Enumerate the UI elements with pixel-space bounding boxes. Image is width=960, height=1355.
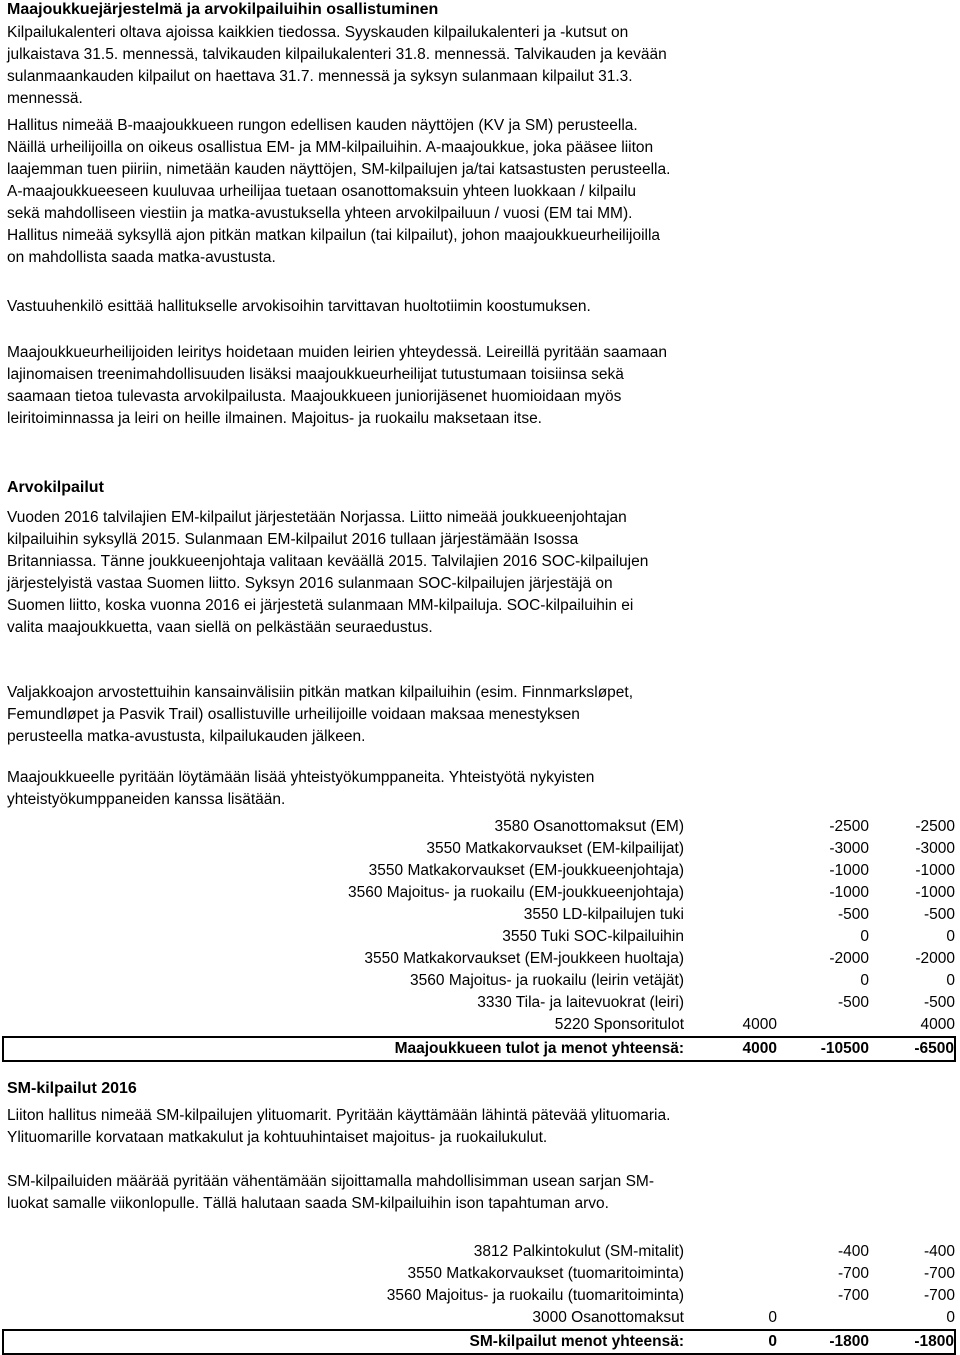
budget-cell-total: -500: [923, 994, 955, 1011]
budget-total-row: [3, 1330, 955, 1354]
budget-cell-expense: -2000: [829, 950, 869, 967]
budget-row: [3, 1241, 955, 1263]
budget-row: [3, 860, 955, 882]
budget-cell-income: [684, 1241, 777, 1263]
budget-table-maajoukkue: [2, 816, 956, 1062]
budget-cell-label: 3550 Matkakorvaukset (EM-joukkueenjohtaja): [368, 862, 684, 879]
paragraph-leiritys: Maajoukkueurheilijoiden leiritys hoidetaan muiden leirien yhteydessä. Leireillä pyritään saamaan lajinomaisen treenimahdollisuuden lisäksi maajoukkueurheilijat tutustumaan toisiinsa sekä saamaan tietoa tulevasta arvokilpailusta. Maajoukkueen juniorijäsenet huomioidaan myös leiritoiminnassa ja leiri on heille ilmainen. Majoitus- ja ruokailu maksetaan itse.: [7, 344, 667, 427]
budget-cell-income: [684, 904, 777, 926]
budget-total-label: SM-kilpailut menot yhteensä:: [3, 1330, 684, 1354]
budget-cell-total: -2500: [915, 818, 955, 835]
budget-cell-label: 5220 Sponsoritulot: [554, 1016, 684, 1033]
budget-cell-income: [684, 882, 777, 904]
budget-cell-income: 4000: [742, 1016, 777, 1033]
section-title-arvokilpailut: Arvokilpailut: [7, 479, 104, 496]
budget-cell-income: [684, 860, 777, 882]
budget-cell-income: [684, 1285, 777, 1307]
budget-cell-expense: -700: [837, 1265, 869, 1282]
budget-cell-expense: -1000: [829, 884, 869, 901]
paragraph-ylituomarit: Liiton hallitus nimeää SM-kilpailujen ylituomarit. Pyritään käyttämään lähintä pätevää ylituomaria. Ylituomarille korvataan matkakulut ja kohtuuhintaiset majoitus- ja ruokailukulut.: [7, 1107, 671, 1146]
budget-total-income: 4000: [684, 1037, 777, 1061]
budget-cell-total: -400: [923, 1243, 955, 1260]
budget-cell-total: -700: [923, 1265, 955, 1282]
budget-cell-income: [684, 970, 777, 992]
budget-total-total: -6500: [869, 1037, 955, 1061]
budget-row: [3, 882, 955, 904]
budget-row: [3, 838, 955, 860]
budget-cell-total: -1000: [915, 884, 955, 901]
budget-cell-income: [684, 816, 777, 838]
budget-cell-label: 3550 Matkakorvaukset (EM-kilpailijat): [426, 840, 684, 857]
budget-cell-expense: 0: [860, 928, 869, 945]
budget-total-row: [3, 1037, 955, 1061]
budget-cell-expense: -3000: [829, 840, 869, 857]
budget-cell-label: 3560 Majoitus- ja ruokailu (leirin vetäjät): [410, 972, 684, 989]
budget-cell-label: 3000 Osanottomaksut: [532, 1309, 684, 1326]
budget-cell-expense: 0: [860, 972, 869, 989]
budget-cell-label: 3812 Palkintokulut (SM-mitalit): [473, 1243, 684, 1260]
budget-cell-income: [684, 838, 777, 860]
budget-row: [3, 970, 955, 992]
budget-total-income: 0: [684, 1330, 777, 1354]
budget-row: [3, 1307, 955, 1330]
budget-cell-total: -1000: [915, 862, 955, 879]
budget-cell-label: 3550 Tuki SOC-kilpailuihin: [502, 928, 684, 945]
paragraph-huoltotiimi: Vastuuhenkilö esittää hallitukselle arvokisoihin tarvittavan huoltotiimin koostumuksen.: [7, 298, 591, 315]
budget-cell-label: 3550 LD-kilpailujen tuki: [523, 906, 684, 923]
budget-cell-total: 0: [946, 1309, 955, 1326]
budget-cell-expense: -500: [837, 994, 869, 1011]
budget-total-expense: -10500: [777, 1037, 869, 1061]
budget-cell-expense: -400: [837, 1243, 869, 1260]
budget-row: [3, 926, 955, 948]
section-title-maajoukkue: Maajoukkuejärjestelmä ja arvokilpailuihin osallistuminen: [7, 1, 439, 18]
budget-row: [3, 816, 955, 838]
paragraph-kilpailukalenteri: Kilpailukalenteri oltava ajoissa kaikkien tiedossa. Syyskauden kilpailukalenteri ja -kutsut on julkaistava 31.5. mennessä, talvikauden kilpailukalenteri 31.8. mennessä. Talvikauden ja kevään sulanmaankauden kilpailut on haettava 31.7. mennessä ja syksyn sulanmaan kilpailut 31.3. mennessä.: [7, 24, 667, 107]
budget-cell-expense: -1000: [829, 862, 869, 879]
budget-cell-expense: -2500: [829, 818, 869, 835]
budget-cell-total: -2000: [915, 950, 955, 967]
budget-cell-expense: -500: [837, 906, 869, 923]
budget-cell-income: 0: [768, 1309, 777, 1326]
budget-cell-label: 3550 Matkakorvaukset (tuomaritoiminta): [407, 1265, 684, 1282]
budget-row: [3, 1263, 955, 1285]
budget-row: [3, 992, 955, 1014]
budget-cell-total: 4000: [920, 1016, 955, 1033]
budget-cell-total: -700: [923, 1287, 955, 1304]
budget-cell-total: -3000: [915, 840, 955, 857]
budget-cell-label: 3560 Majoitus- ja ruokailu (tuomaritoiminta): [386, 1287, 684, 1304]
budget-cell-label: 3330 Tila- ja laitevuokrat (leiri): [477, 994, 684, 1011]
budget-row: [3, 1014, 955, 1037]
paragraph-sm-luokat: SM-kilpailuiden määrää pyritään vähentämään sijoittamalla mahdollisimman usean sarjan SM-luokat samalle viikonlopulle. Tällä halutaan saada SM-kilpailuihin ison tapahtuman arvo.: [7, 1173, 654, 1212]
budget-total-total: -1800: [869, 1330, 955, 1354]
budget-table-sm-kilpailut: [2, 1241, 956, 1355]
budget-cell-income: [684, 1263, 777, 1285]
paragraph-yhteistyokumppanit: Maajoukkueelle pyritään löytämään lisää yhteistyökumppaneita. Yhteistyötä nykyisten yhteistyökumppaneiden kanssa lisätään.: [7, 769, 595, 808]
budget-cell-income: [684, 926, 777, 948]
budget-cell-expense: -700: [837, 1287, 869, 1304]
budget-row: [3, 904, 955, 926]
budget-row: [3, 948, 955, 970]
budget-row: [3, 1285, 955, 1307]
budget-cell-total: -500: [923, 906, 955, 923]
budget-total-expense: -1800: [777, 1330, 869, 1354]
budget-cell-total: 0: [946, 972, 955, 989]
budget-cell-label: 3550 Matkakorvaukset (EM-joukkeen huoltaja): [364, 950, 684, 967]
budget-cell-label: 3580 Osanottomaksut (EM): [494, 818, 684, 835]
budget-cell-income: [684, 992, 777, 1014]
budget-cell-label: 3560 Majoitus- ja ruokailu (EM-joukkueenjohtaja): [347, 884, 684, 901]
paragraph-em-kilpailut: Vuoden 2016 talvilajien EM-kilpailut järjestetään Norjassa. Liitto nimeää joukkueenjohtajan kilpailuihin syksyllä 2015. Sulanmaan EM-kilpailut 2016 tullaan järjestämään Isossa Britanniassa. Tänne joukkueenjohtaja valitaan keväällä 2015. Talvilajien 2016 SOC-kilpailujen järjestelyistä vastaa Suomen liitto. Syksyn 2016 sulanmaan SOC-kilpailujen järjestäjä on Suomen liitto, koska vuonna 2016 ei järjestetä sulanmaan MM-kilpailuja. SOC-kilpailuihin ei valita maajoukkuetta, vaan siellä on pelkästään seuraedustus.: [7, 509, 649, 636]
section-title-sm-kilpailut: SM-kilpailut 2016: [7, 1080, 137, 1097]
budget-total-label: Maajoukkueen tulot ja menot yhteensä:: [3, 1037, 684, 1061]
budget-cell-expense: [777, 1014, 869, 1037]
budget-cell-income: [684, 948, 777, 970]
budget-cell-total: 0: [946, 928, 955, 945]
paragraph-maajoukkue-nimeaminen: Hallitus nimeää B-maajoukkueen rungon edellisen kauden näyttöjen (KV ja SM) perusteella. Näillä urheilijoilla on oikeus osallistua EM- ja MM-kilpailuihin. A-maajoukkue, joka pääsee liiton laajemman tuen piiriin, nimetään kauden näyttöjen, SM-kilpailujen ja/tai katsastusten perusteella. A-maajoukkueeseen kuuluvaa urheilijaa tuetaan osanottomaksuin yhteen luokkaan / kilpailu sekä mahdolliseen viestiin ja matka-avustuksella yhteen arvokilpailuun / vuosi (EM tai MM). Hallitus nimeää syksyllä ajon pitkän matkan kilpailun (tai kilpailut), johon maajoukkueurheilijoilla on mahdollista saada matka-avustusta.: [7, 117, 671, 266]
paragraph-valjakkoajo: Valjakkoajon arvostettuihin kansainvälisiin pitkän matkan kilpailuihin (esim. Finnmarksløpet, Femundløpet ja Pasvik Trail) osallistuville urheilijoille voidaan maksaa menestyksen perusteella matka-avustusta, kilpailukauden jälkeen.: [7, 684, 634, 745]
budget-cell-expense: [777, 1307, 869, 1330]
